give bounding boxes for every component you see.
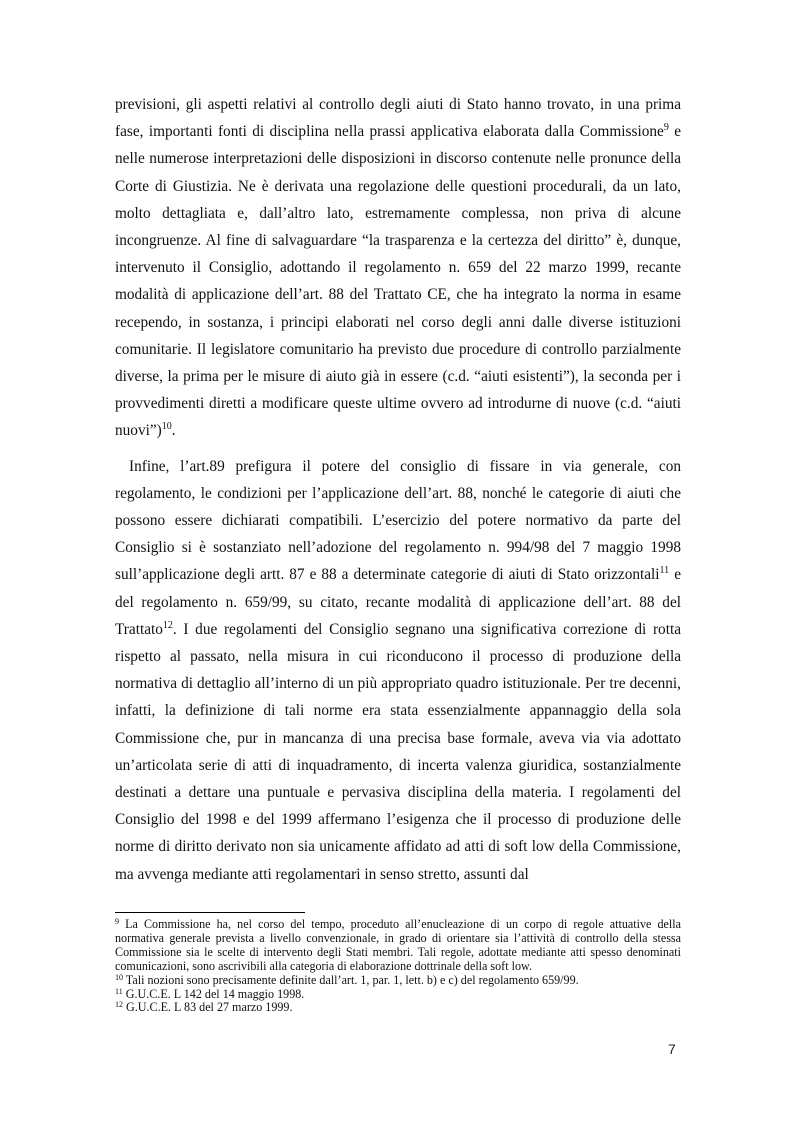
footnote-ref-9[interactable]: 9 [663, 122, 669, 134]
footnote-text: Tali nozioni sono precisamente definite dall’art. 1, par. 1, lett. b) e c) del regolamento 659/99. [123, 972, 579, 987]
page-number: 7 [668, 1041, 676, 1057]
footnote-number: 12 [115, 1000, 123, 1010]
footnote-text: La Commissione ha, nel corso del tempo, proceduto all’enucleazione di un corpo di regole attuative della normativa generale prevista a livello convenzionale, in grado di orientare sia l’attività di controllo della stessa Commissione sia le scelte di intervento degli Stati membri. Tali regole, adottate mediante atti spesso denominati comunicazioni, sono ascrivibili alla categoria di elaborazione dottrinale della soft low. [115, 917, 681, 973]
body-text [115, 91, 681, 888]
footnote-10 [115, 974, 681, 988]
footnote-ref-10[interactable]: 10 [161, 421, 172, 433]
footnote-number: 11 [115, 986, 123, 996]
paragraph-2 [115, 453, 681, 888]
footnote-number: 9 [115, 917, 119, 926]
footnote-text: G.U.C.E. L 83 del 27 marzo 1999. [123, 1000, 293, 1015]
paragraph-1 [115, 91, 681, 445]
footnote-ref-11[interactable]: 11 [659, 565, 670, 577]
footnote-9 [115, 918, 681, 974]
paragraph-1-text-a: previsioni, gli aspetti relativi al controllo degli aiuti di Stato hanno trovato, in una prima fase, importanti fonti di disciplina nella prassi applicativa elaborata dalla Commissione [115, 96, 681, 141]
paragraph-1-text-b: e nelle numerose interpretazioni delle disposizioni in discorso contenute nelle pronunce della Corte di Giustizia. Ne è derivata una regolazione delle questioni procedurali, da un lato, molto dettagliata e, dall’altro lato, estremamente complessa, non priva di alcune incongruenze. Al fine di salvaguardare “la trasparenza e la certezza del diritto” è, dunque, intervenuto il Consiglio, adottando il regolamento n. 659 del 22 marzo 1999, recante modalità di applicazione dell’art. 88 del Trattato CE, che ha integrato la norma in esame recependo, in sostanza, i principi elaborati nel corso degli anni dalle diverse istituzioni comunitarie. Il legislatore comunitario ha previsto due procedure di controllo parzialmente diverse, la prima per le misure di aiuto già in essere (c.d. “aiuti esistenti”), la seconda per i provvedimenti diretti a modificare queste ultime ovvero ad introdurne di nuove (c.d. “aiuti nuovi”) [115, 123, 681, 440]
footnote-12 [115, 1001, 681, 1015]
paragraph-2-text-c: . I due regolamenti del Consiglio segnano una significativa correzione di rotta rispetto al passato, nella misura in cui riconducono il processo di produzione della normativa di dettaglio all’interno di un più appropriato quadro istituzionale. Per tre decenni, infatti, la definizione di tali norme era stata essenzialmente appannaggio della sola Commissione che, pur in mancanza di una precisa base formale, aveva via via adottato un’articolata serie di atti di inquadramento, di incerta valenza giuridica, sostanzialmente destinati a dettare una puntuale e pervasiva disciplina della materia. I regolamenti del Consiglio del 1998 e del 1999 affermano l’esigenza che il processo di produzione delle norme di diritto derivato non sia unicamente affidato ad atti di soft low della Commissione, ma avvenga mediante atti regolamentari in senso stretto, assunti dal [115, 620, 681, 883]
paragraph-2-text-a: Infine, l’art.89 prefigura il potere del consiglio di fissare in via generale, con regolamento, le condizioni per l’applicazione dell’art. 88, nonché le categorie di aiuti che possono essere dichiarati compatibili. L’esercizio del potere normativo da parte del Consiglio si è sostanziato nell’adozione del regolamento n. 994/98 del 7 maggio 1998 sull’applicazione degli artt. 87 e 88 a determinate categorie di aiuti di Stato orizzontali [115, 457, 681, 584]
footnote-separator [115, 912, 305, 913]
footnote-ref-12[interactable]: 12 [162, 619, 173, 631]
paragraph-2-text-b: e del regolamento n. 659/99, su citato, recante modalità di applicazione dell’art. 88 del Trattato [115, 566, 681, 638]
paragraph-1-text-c: . [171, 422, 176, 440]
footnote-11 [115, 988, 681, 1002]
footnotes [115, 918, 681, 1015]
footnote-number: 10 [115, 972, 123, 982]
footnote-text: G.U.C.E. L 142 del 14 maggio 1998. [122, 986, 305, 1001]
